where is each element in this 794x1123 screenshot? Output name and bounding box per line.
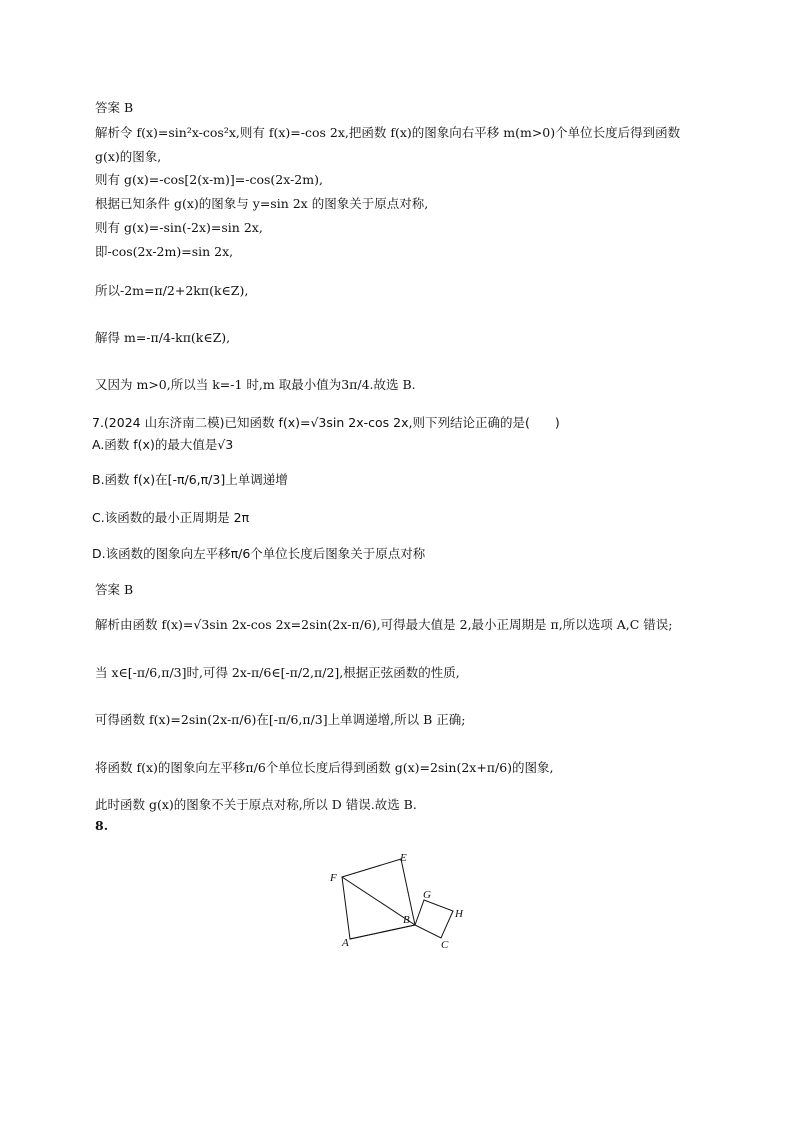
analysis-line: 当 x∈[-π/6,π/3]时,可得 2x-π/6∈[-π/2,π/2],根据正弦函数的性质, [95, 665, 460, 680]
analysis-line: 即-cos(2x-2m)=sin 2x, [95, 244, 234, 259]
geometry-figure [320, 845, 480, 955]
label-h: H [455, 908, 463, 920]
label-a: A [342, 937, 349, 949]
option-c: C.该函数的最小正周期是 2π [92, 510, 250, 525]
label-f: F [330, 872, 337, 884]
option-b: B.函数 f(x)在[-π/6,π/3]上单调递增 [92, 472, 288, 487]
option-a: A.函数 f(x)的最大值是√3 [92, 437, 234, 452]
square-bghc [415, 900, 453, 938]
analysis-line: g(x)的图象, [95, 149, 162, 164]
analysis-line: 又因为 m>0,所以当 k=-1 时,m 取最小值为3π/4.故选 B. [95, 377, 416, 392]
analysis-line: 此时函数 g(x)的图象不关于原点对称,所以 D 错误.故选 B. [95, 797, 417, 812]
analysis-line: 解得 m=-π/4-kπ(k∈Z), [95, 330, 231, 345]
analysis-line: 可得函数 f(x)=2sin(2x-π/6)在[-π/6,π/3]上单调递增,所以 B 正确; [95, 712, 466, 727]
analysis-line: 将函数 f(x)的图象向左平移π/6个单位长度后得到函数 g(x)=2sin(2x+π/6)的图象, [95, 760, 554, 775]
analysis-line: 则有 g(x)=-cos[2(x-m)]=-cos(2x-2m), [95, 172, 323, 187]
label-e: E [400, 852, 407, 864]
question-number-8: 8. [95, 818, 109, 833]
answer-label-6: 答案 B [95, 100, 134, 115]
analysis-line: 则有 g(x)=-sin(-2x)=sin 2x, [95, 220, 263, 235]
label-c: C [441, 939, 449, 951]
analysis-line: 根据已知条件 g(x)的图象与 y=sin 2x 的图象关于原点对称, [95, 196, 429, 211]
answer-label-7: 答案 B [95, 582, 134, 597]
label-g: G [423, 889, 431, 901]
analysis-line: 解析由函数 f(x)=√3sin 2x-cos 2x=2sin(2x-π/6),可得最大值是 2,最小正周期是 π,所以选项 A,C 错误; [95, 617, 673, 632]
question-stem-7: 7.(2024 山东济南二模)已知函数 f(x)=√3sin 2x-cos 2x,则下列结论正确的是( ) [92, 415, 560, 430]
analysis-line: 所以-2m=π/2+2kπ(k∈Z), [95, 283, 249, 298]
analysis-line: 解析令 f(x)=sin²x-cos²x,则有 f(x)=-cos 2x,把函数 f(x)的图象向右平移 m(m>0)个单位长度后得到函数 [95, 125, 681, 140]
label-b: B [403, 914, 410, 926]
segment-ab [350, 925, 415, 939]
option-d: D.该函数的图象向左平移π/6个单位长度后图象关于原点对称 [92, 546, 426, 561]
